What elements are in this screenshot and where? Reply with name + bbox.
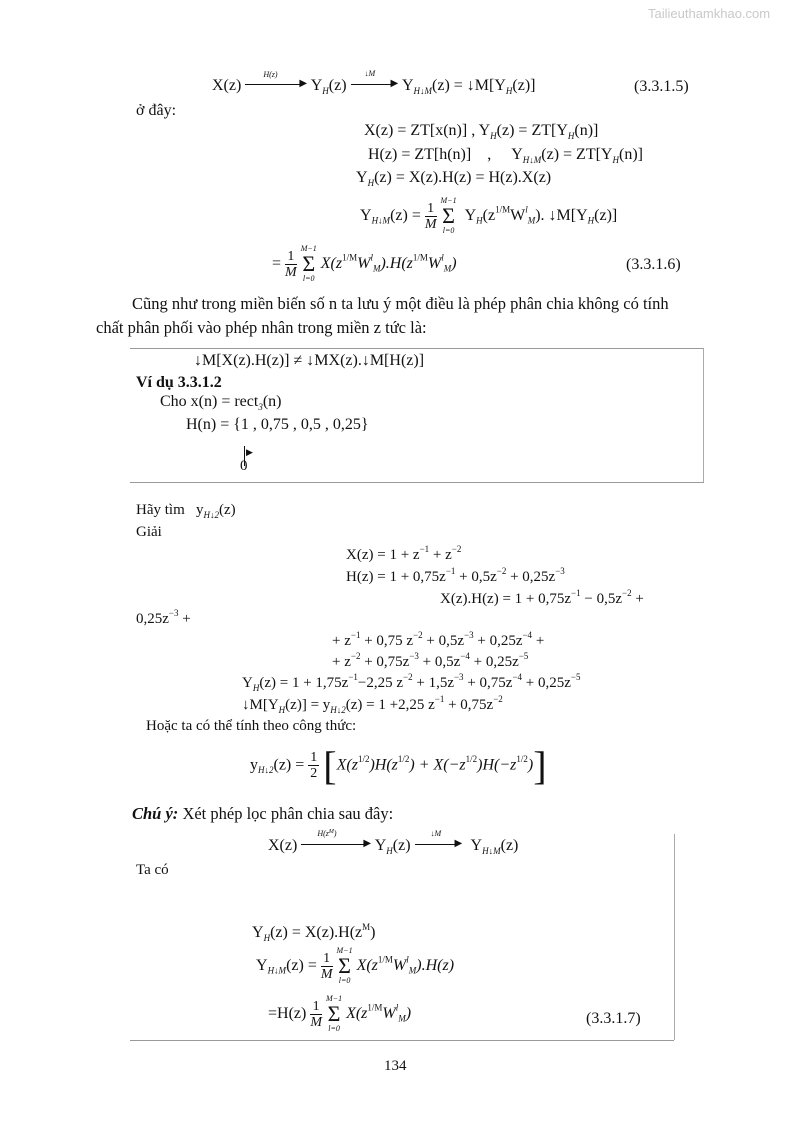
xh-equation: $X(z).H(z) = 1 + 0,75z^{-1} - 0,5z^{-2}$ +: [440, 588, 644, 607]
page-number: 134: [384, 1058, 407, 1074]
example-box-bottom: [130, 482, 704, 483]
sum-symbol: M−1 Σ l=0: [440, 196, 457, 235]
example-line-1: Cho x(n) = rect$_3$(n): [160, 393, 282, 412]
arrow-icon: H(z) ▶: [245, 76, 307, 90]
origin-label: 0: [240, 458, 248, 474]
downsampled-equation: $↓M[Y_H(z)] = y_{H↓2}(z) = 1 +2,25$ $z^{-1} + 0,75z^{-2}$: [242, 694, 503, 715]
equation-3-3-1-5: [212, 69, 536, 96]
example-box-top: [130, 348, 704, 349]
xh-continuation: + $z^{-2} + 0,75z^{-3} + 0,5z^{-4} + 0,25z^{-5}$: [332, 651, 529, 670]
filter-diagram: X(z) $H(z^M)$ ▶ $Y_H(z)$ ↓M ▶ $Y_{H↓M}(z)$: [268, 829, 519, 856]
arrow-label: H(z): [263, 70, 278, 79]
h-equation: $H(z) = 1 + 0,75z^{-1} + 0,5z^{-2} + 0,25z^{-3}$: [346, 566, 565, 585]
xh-continuation: + $z^{-1} + 0,75$ $z^{-2} + 0,5z^{-3} + 0,25z^{-4}$ +: [332, 630, 545, 649]
note-line: Chú ý: Xét phép lọc phân chia sau đây:: [132, 804, 394, 823]
example-title: Ví dụ 3.3.1.2: [136, 374, 222, 391]
eq-sub: H: [505, 86, 513, 96]
example-line-2: H(n) = {1 , 0,75 , 0,5 , 0,25}: [186, 416, 369, 433]
find-line: Hãy tìm $y_{H↓2}(z)$: [136, 502, 236, 520]
arrow-right-icon: ▶: [246, 447, 253, 457]
eq-sub: H: [322, 86, 329, 96]
equation-number: (3.3.1.5): [634, 78, 689, 95]
paragraph-line: Cũng như trong miền biến số n ta lưu ý một điều là phép phân chia không có tính: [132, 294, 669, 313]
eq-sub: H↓M: [413, 86, 433, 96]
def-line-2: H(z) = ZT[h(n)] , $Y_{H↓M}(z) = ZT[Y_H(n)]$: [368, 146, 643, 165]
solution-label: Giải: [136, 524, 162, 540]
watermark: Tailieuthamkhao.com: [648, 6, 771, 21]
xh-continuation: $0,25z^{-3}$ +: [136, 608, 191, 627]
result-line-3: =H(z) $\frac{1}{M}$ M−1 Σ l=0 $X(z^{1/M}W^l_M)$: [268, 994, 412, 1033]
arrow-label: ↓M: [364, 69, 376, 78]
paragraph-line: chất phân phối vào phép nhân trong miền z tức là:: [96, 318, 427, 337]
eq-text: (z) = ↓M[Y: [432, 77, 506, 94]
yh-equation: $Y_H(z) = 1 + 1,75z^{-1}-2,25$ $z^{-2} + 1,5z^{-3} + 0,75z^{-4} + 0,25z^{-5}$: [242, 672, 581, 693]
arrow-icon: ↓M ▶: [351, 76, 399, 90]
ta-co-label: Ta có: [136, 862, 169, 878]
arrow-icon: $H(z^M)$ ▶: [301, 836, 371, 850]
eq-text: (z)]: [512, 77, 536, 94]
result-line-1: $Y_H(z) = X(z).H(z^M)$: [252, 922, 376, 943]
def-line-1: X(z) = ZT[x(n)] , $Y_H(z) = ZT[Y_H(n)]$: [364, 122, 599, 141]
eq-text: X(z): [212, 77, 242, 94]
result-line-2: $Y_{H↓M}(z)$ = $\frac{1}{M}$ M−1 Σ l=0 $X(z^{1/M}W^l_M).H(z)$: [256, 946, 455, 985]
inequality: ↓M[X(z).H(z)] ≠ ↓MX(z).↓M[H(z)]: [194, 352, 425, 369]
eq-text: (z): [328, 77, 347, 94]
eq-text: Y: [310, 77, 323, 94]
alternative-formula: $y_{H↓2}(z)$ = $\frac{1}{2}$ $[X(z^{1/2})H(z^{1/2}) + X(-z^{1/2})H(-z^{1/2})]$: [250, 743, 547, 788]
equation-number: (3.3.1.6): [626, 256, 681, 273]
o-day-label: ở đây:: [136, 102, 177, 119]
def-line-4: $Y_{H↓M}(z)$ = $\frac{1}{M}$ M−1 Σ l=0 $Y_H(z^{1/M}W^l_M)$. $↓M[Y_H(z)]$: [360, 196, 618, 235]
note-box-right: [674, 834, 675, 1040]
equation-3-3-1-6: = $\frac{1}{M}$ M−1 Σ l=0 $X(z^{1/M}W^l_M).H(z^{1/M}W^l_M)$: [272, 244, 457, 283]
alternative-text: Hoặc ta có thể tính theo công thức:: [146, 718, 357, 734]
x-equation: $X(z) = 1 + z^{-1} + z^{-2}$: [346, 544, 462, 563]
note-box-bottom: [130, 1040, 674, 1041]
eq-text: Y: [401, 77, 414, 94]
arrow-icon: ↓M ▶: [415, 836, 463, 850]
equation-number: (3.3.1.7): [586, 1010, 641, 1027]
example-box-right: [703, 348, 704, 482]
def-line-3: $Y_H(z) = X(z).H(z) = H(z).X(z)$: [356, 169, 552, 188]
fraction: $\frac{1}{M}$: [424, 200, 437, 232]
